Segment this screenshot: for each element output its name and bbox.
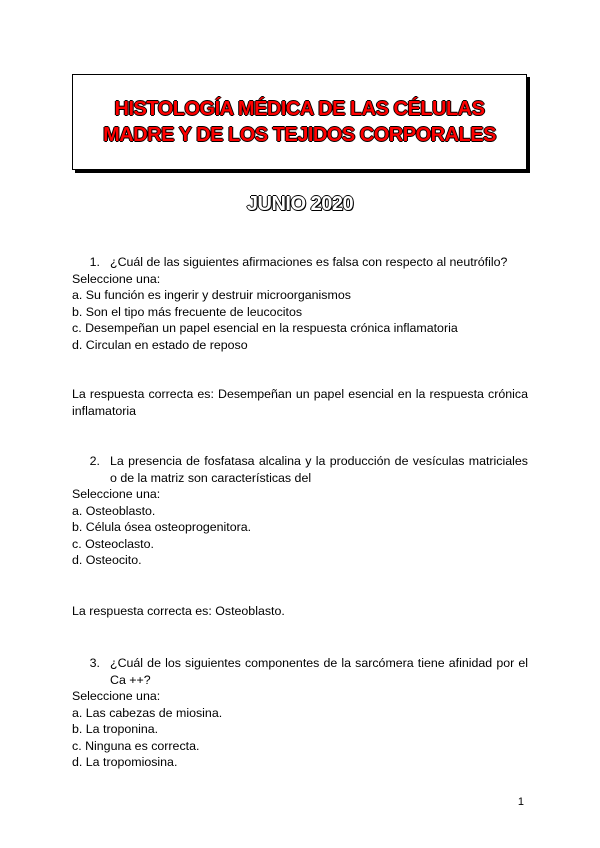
answer-1: La respuesta correcta es: Desempeñan un papel esencial en la respuesta crónica inflamatoria xyxy=(72,387,528,418)
question-number: 2. xyxy=(89,454,100,468)
option-b: b. Célula ósea osteoprogenitora. xyxy=(72,520,252,534)
title-box xyxy=(72,74,527,170)
page-number: 1 xyxy=(517,796,524,808)
question-2 xyxy=(72,453,528,569)
option-c: c. Desempeñan un papel esencial en la respuesta crónica inflamatoria xyxy=(72,321,458,335)
question-text: La presencia de fosfatasa alcalina y la producción de vesículas matriciales o de la matriz son características del xyxy=(110,454,528,485)
option-c: c. Ninguna es correcta. xyxy=(72,738,200,753)
question-prompt: Seleccione una: xyxy=(72,271,161,286)
question-prompt: Seleccione una: xyxy=(72,689,161,703)
answer-2: La respuesta correcta es: Osteoblasto. xyxy=(72,604,285,618)
question-text: ¿Cuál de los siguientes componentes de la sarcómera tiene afinidad por el Ca ++? xyxy=(110,656,528,687)
option-b: b. Son el tipo más frecuente de leucocitos xyxy=(72,304,303,319)
option-d: d. Circulan en estado de reposo xyxy=(72,337,248,352)
question-text: ¿Cuál de las siguientes afirmaciones es falsa con respecto al neutrófilo? xyxy=(110,255,508,269)
question-3 xyxy=(72,655,528,771)
option-b: b. La troponina. xyxy=(72,722,159,736)
document-title: HISTOLOGÍA MÉDICA DE LAS CÉLULAS MADRE Y DE LOS TEJIDOS CORPORALES xyxy=(103,98,496,146)
exam-date: JUNIO 2020 xyxy=(246,193,354,215)
question-number: 1. xyxy=(89,255,100,269)
question-number: 3. xyxy=(89,656,100,670)
option-d: d. Osteocito. xyxy=(72,553,142,567)
question-prompt: Seleccione una: xyxy=(72,487,161,501)
option-a: a. Su función es ingerir y destruir microorganismos xyxy=(72,288,351,302)
option-d: d. La tropomiosina. xyxy=(72,755,178,769)
question-1 xyxy=(72,254,528,353)
option-c: c. Osteoclasto. xyxy=(72,536,154,551)
option-a: a. Osteoblasto. xyxy=(72,503,156,518)
option-a: a. Las cabezas de miosina. xyxy=(72,705,223,720)
